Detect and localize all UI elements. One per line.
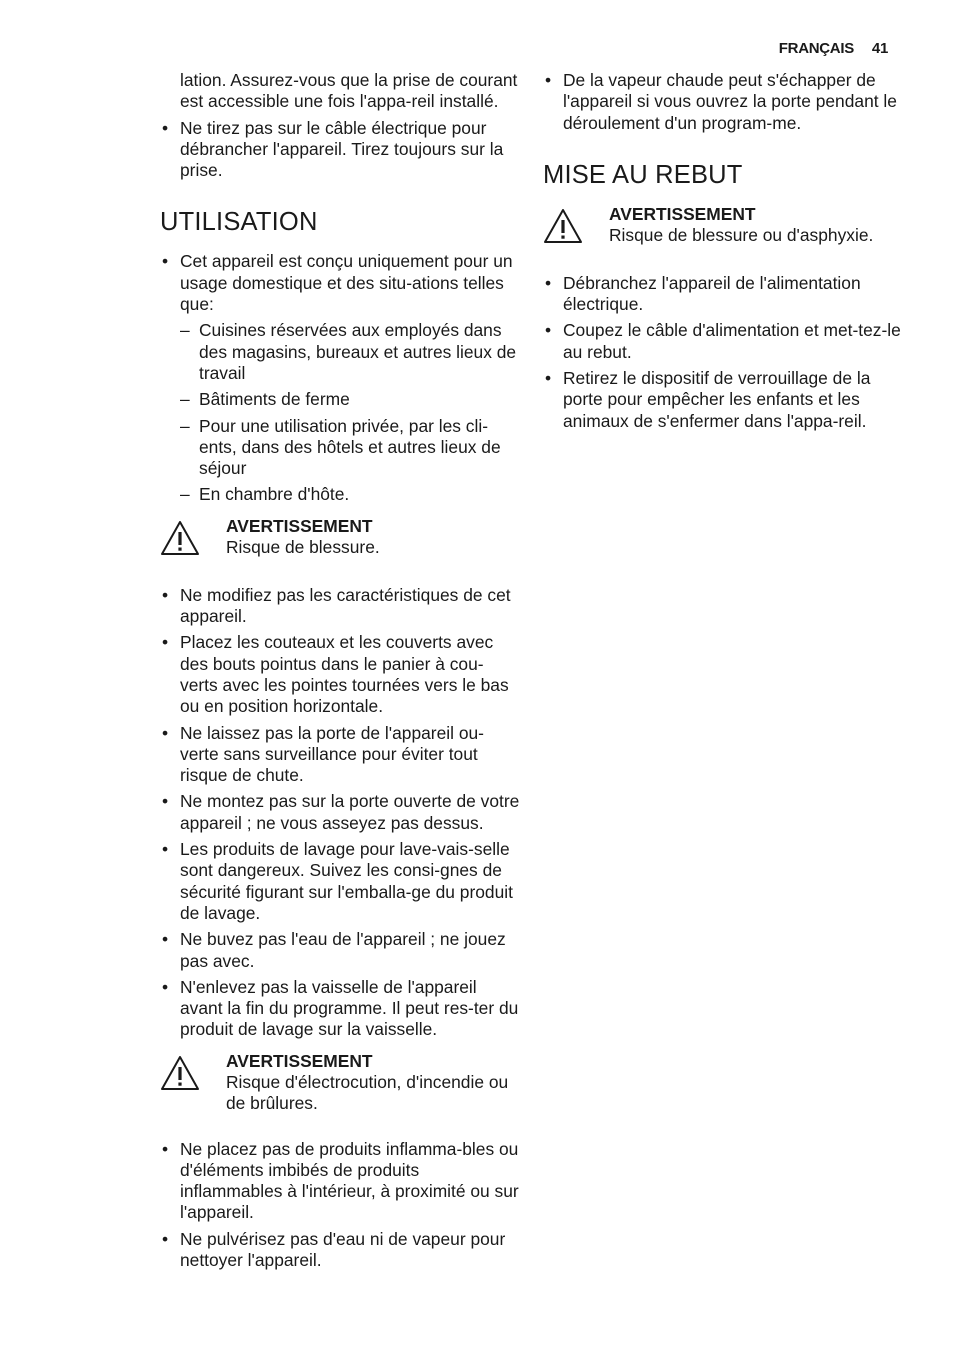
warning-text: Risque d'électrocution, d'incendie ou de brûlures.: [226, 1071, 509, 1114]
page-number: 41: [871, 39, 888, 57]
page-header: [760, 38, 888, 58]
warning-block: [543, 204, 903, 249]
list-item: • Placez les couteaux et les couverts avec des bouts pointus dans le panier à cou-verts avec les pointes tournées vers le bas ou en position horizontale.: [160, 632, 520, 717]
sub-list-item: – Bâtiments de ferme: [180, 389, 520, 410]
usage-bullet-list: [160, 251, 520, 505]
left-column: [160, 70, 520, 1276]
warning-text: Risque de blessure.: [226, 537, 380, 558]
list-item: • Débranchez l'appareil de l'alimentation électrique.: [543, 273, 903, 316]
fire-bullet-list: [160, 1139, 520, 1272]
warning-text: Risque de blessure ou d'asphyxie.: [609, 225, 874, 246]
list-item: • Ne pulvérisez pas d'eau ni de vapeur pour nettoyer l'appareil.: [160, 1229, 520, 1272]
usage-bullet-text: Cet appareil est conçu uniquement pour un usage domestique et des situ-ations telles que:: [180, 251, 513, 315]
right-column: [543, 70, 903, 437]
list-item: • Ne montez pas sur la porte ouverte de votre appareil ; ne vous asseyez pas dessus.: [160, 791, 520, 834]
intro-bullet-list: [160, 118, 520, 182]
list-item: [160, 251, 520, 505]
sub-list-item: – Pour une utilisation privée, par les cli-ents, dans des hôtels et autres lieux de séjour: [180, 416, 520, 480]
list-item: • Ne placez pas de produits inflamma-bles ou d'éléments imbibés de produits inflammables à l'intérieur, à proximité ou sur l'appareil.: [160, 1139, 520, 1224]
warning-triangle-icon: [160, 1051, 226, 1096]
safety-bullet-list: [160, 585, 520, 1041]
list-item: • Ne laissez pas la porte de l'appareil ou-verte sans surveillance pour éviter tout risque de chute.: [160, 723, 520, 787]
sub-list-item: – En chambre d'hôte.: [180, 484, 520, 505]
continued-text: lation. Assurez-vous que la prise de courant est accessible une fois l'appa-reil installé.: [180, 70, 518, 112]
list-item: • De la vapeur chaude peut s'échapper de l'appareil si vous ouvrez la porte pendant le déroulement d'un program-me.: [543, 70, 903, 134]
warning-title: AVERTISSEMENT: [226, 515, 373, 536]
list-item: • Retirez le dispositif de verrouillage de la porte pour empêcher les enfants et les animaux de s'enfermer dans l'appa-reil.: [543, 368, 903, 432]
warning-title: AVERTISSEMENT: [226, 1050, 373, 1071]
warning-title: AVERTISSEMENT: [609, 203, 756, 224]
language-label: FRANÇAIS: [778, 39, 854, 57]
list-item: • Les produits de lavage pour lave-vais-selle sont dangereux. Suivez les consi-gnes de sécurité figurant sur l'emballa-ge du produit de lavage.: [160, 839, 520, 924]
warning-block: [160, 516, 520, 561]
section-title-mise-au-rebut: MISE AU REBUT: [543, 160, 743, 189]
list-item: • Coupez le câble d'alimentation et met-tez-le au rebut.: [543, 320, 903, 363]
sub-list-item: – Cuisines réservées aux employés dans des magasins, bureaux et autres lieux de travail: [180, 320, 520, 384]
list-item: • Ne modifiez pas les caractéristiques de cet appareil.: [160, 585, 520, 628]
warning-triangle-icon: [543, 204, 609, 249]
warning-block: [160, 1051, 520, 1115]
steam-bullet-list: [543, 70, 903, 134]
list-item: • Ne buvez pas l'eau de l'appareil ; ne jouez pas avec.: [160, 929, 520, 972]
usage-sub-list: [180, 320, 520, 505]
warning-triangle-icon: [160, 516, 226, 561]
section-title-utilisation: UTILISATION: [160, 208, 318, 237]
disposal-bullet-list: [543, 273, 903, 432]
list-item: • Ne tirez pas sur le câble électrique pour débrancher l'appareil. Tirez toujours sur la prise.: [160, 118, 520, 182]
list-item: • N'enlevez pas la vaisselle de l'appareil avant la fin du programme. Il peut res-ter du produit de lavage sur la vaisselle.: [160, 977, 520, 1041]
